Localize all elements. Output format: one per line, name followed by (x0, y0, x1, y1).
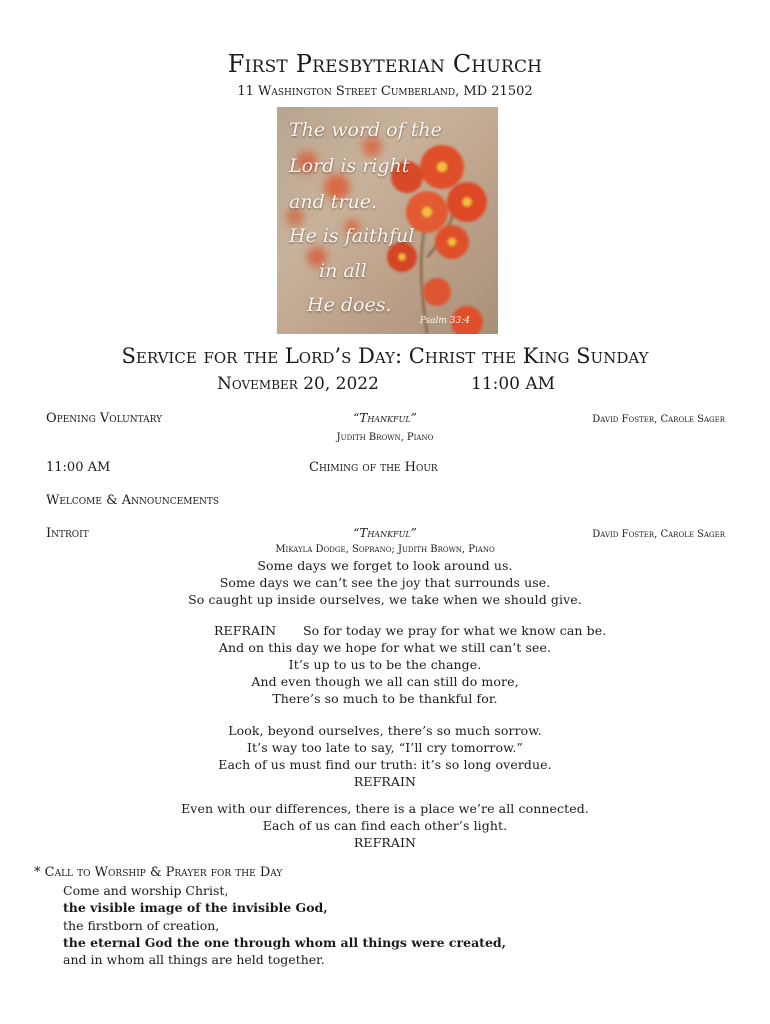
call-to-worship-label: * Call to Worship & Prayer for the Day (34, 865, 283, 880)
chiming-time: 11:00 AM (46, 460, 111, 475)
introit-label: Introit (46, 526, 89, 541)
service-date: November 20, 2022 (217, 374, 379, 394)
worship-line-leader: and in whom all things are held together. (63, 952, 325, 968)
lyric-line: Each of us can find each other’s light. (262, 818, 508, 833)
verse-line: Lord is right (289, 155, 410, 177)
opening-voluntary-composers: David Foster, Carole Sager (592, 414, 725, 425)
verse-reference: Psalm 33:4 (419, 316, 470, 326)
worship-line-people: the eternal God the one through whom all things were created, (63, 934, 506, 950)
lyric-line: Look, beyond ourselves, there’s so much sorrow. (228, 723, 542, 738)
opening-voluntary-song: “Thankful” (353, 411, 417, 425)
verse-line: and true. (289, 191, 378, 213)
service-time: 11:00 AM (471, 374, 556, 394)
introit-verse-2 (0, 722, 770, 790)
welcome-label: Welcome & Announcements (46, 493, 220, 508)
opening-voluntary-label: Opening Voluntary (46, 411, 163, 426)
refrain-block (0, 639, 770, 707)
lyric-line: Even with our differences, there is a place we’re all connected. (181, 801, 589, 816)
introit-performers: Mikayla Dodge, Soprano; Judith Brown, Piano (275, 544, 495, 555)
lyric-line: It’s up to us to be the change. (288, 657, 482, 672)
worship-line-leader: the firstborn of creation, (63, 917, 220, 933)
scripture-image (277, 107, 498, 334)
lyric-line: Each of us must find our truth: it’s so long overdue. (218, 757, 552, 772)
verse-line: in all (319, 260, 367, 282)
church-address: 11 Washington Street Cumberland, MD 21502 (237, 84, 533, 99)
worship-line-people: the visible image of the invisible God, (63, 900, 328, 916)
lyric-line: There’s so much to be thankful for. (272, 691, 498, 706)
lyric-line: So caught up inside ourselves, we take when we should give. (188, 592, 582, 607)
introit-verse-1 (0, 557, 770, 608)
church-name: First Presbyterian Church (227, 50, 543, 78)
lyric-line: REFRAIN (353, 774, 417, 789)
call-to-worship-lines (63, 882, 506, 968)
verse-line: The word of the (289, 119, 442, 141)
introit-verse-3 (0, 800, 770, 851)
chiming-label: Chiming of the Hour (309, 460, 438, 475)
verse-line: He does. (307, 294, 392, 316)
worship-line-leader: Come and worship Christ, (63, 883, 229, 898)
introit-song: “Thankful” (353, 526, 417, 540)
lyric-line: Some days we forget to look around us. (257, 558, 513, 573)
verse-line: He is faithful (289, 225, 415, 247)
introit-composers: David Foster, Carole Sager (592, 529, 725, 540)
lyric-line: And on this day we hope for what we still can’t see. (218, 640, 552, 655)
refrain-label: REFRAIN (214, 623, 277, 638)
opening-voluntary-performer: Judith Brown, Piano (336, 432, 434, 443)
refrain-first-line: So for today we pray for what we know can be. (303, 623, 607, 638)
service-title: Service for the Lord’s Day: Christ the King Sunday (121, 344, 649, 368)
lyric-line: REFRAIN (353, 835, 417, 850)
lyric-line: It’s way too late to say, “I’ll cry tomorrow.” (246, 740, 523, 755)
lyric-line: And even though we all can still do more, (251, 674, 519, 689)
lyric-line: Some days we can’t see the joy that surrounds use. (219, 575, 551, 590)
